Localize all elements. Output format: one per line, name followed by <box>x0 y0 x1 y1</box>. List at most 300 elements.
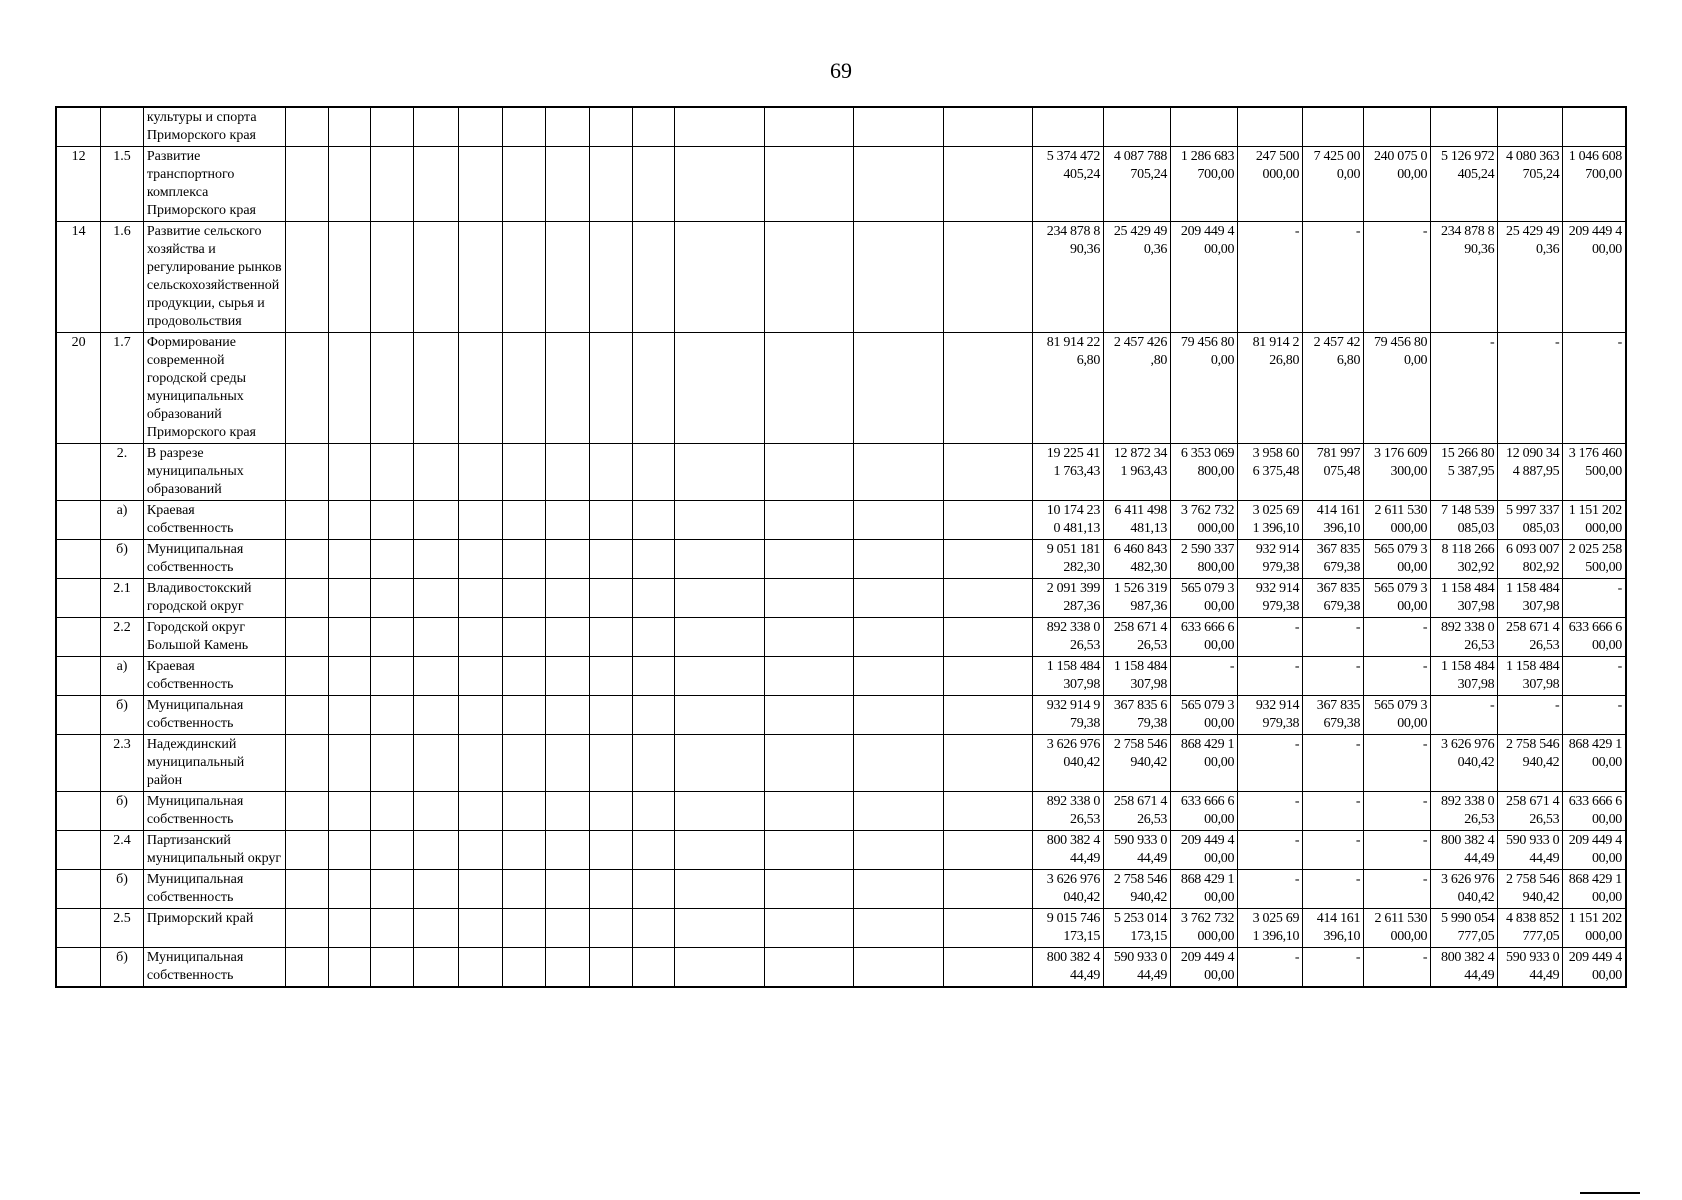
empty-cell <box>632 501 675 540</box>
empty-cell <box>371 792 414 831</box>
empty-cell <box>546 222 590 333</box>
empty-cell <box>943 870 1032 909</box>
amount-cell <box>1104 107 1171 147</box>
amount-cell: 2 611 530 000,00 <box>1364 909 1431 948</box>
empty-cell <box>286 147 329 222</box>
amount-cell: 2 758 546 940,42 <box>1498 735 1563 792</box>
amount-cell: 932 914 979,38 <box>1238 696 1303 735</box>
empty-cell <box>632 540 675 579</box>
amount-cell: - <box>1238 948 1303 988</box>
empty-cell <box>546 444 590 501</box>
empty-cell <box>943 579 1032 618</box>
empty-cell <box>414 696 459 735</box>
empty-cell <box>546 579 590 618</box>
empty-cell <box>502 444 546 501</box>
amount-cell: - <box>1364 657 1431 696</box>
empty-cell <box>632 444 675 501</box>
table-row <box>56 948 1626 988</box>
amount-cell: 4 087 788 705,24 <box>1104 147 1171 222</box>
empty-cell <box>502 792 546 831</box>
empty-cell <box>458 333 502 444</box>
empty-cell <box>502 618 546 657</box>
amount-cell: - <box>1563 579 1626 618</box>
amount-cell: 2 758 546 940,42 <box>1104 870 1171 909</box>
empty-cell <box>328 618 371 657</box>
empty-cell <box>286 540 329 579</box>
amount-cell: 892 338 0 26,53 <box>1431 618 1498 657</box>
amount-cell: 25 429 49 0,36 <box>1498 222 1563 333</box>
empty-cell <box>371 909 414 948</box>
amount-cell: 2 457 426 ,80 <box>1104 333 1171 444</box>
amount-cell: 209 449 4 00,00 <box>1171 831 1238 870</box>
row-code-cell: б) <box>101 870 144 909</box>
empty-cell <box>371 618 414 657</box>
amount-cell: 590 933 0 44,49 <box>1498 831 1563 870</box>
amount-cell: 565 079 3 00,00 <box>1364 540 1431 579</box>
table-row <box>56 333 1626 444</box>
empty-cell <box>546 147 590 222</box>
empty-cell <box>371 540 414 579</box>
empty-cell <box>414 831 459 870</box>
empty-cell <box>286 333 329 444</box>
row-code-cell: б) <box>101 948 144 988</box>
row-code-cell: 2.2 <box>101 618 144 657</box>
empty-cell <box>546 696 590 735</box>
amount-cell: 240 075 0 00,00 <box>1364 147 1431 222</box>
empty-cell <box>943 222 1032 333</box>
amount-cell: 209 449 4 00,00 <box>1563 831 1626 870</box>
amount-cell: 25 429 49 0,36 <box>1104 222 1171 333</box>
row-number-cell: 14 <box>56 222 101 333</box>
empty-cell <box>328 444 371 501</box>
empty-cell <box>546 870 590 909</box>
empty-cell <box>502 540 546 579</box>
empty-cell <box>502 579 546 618</box>
amount-cell: 258 671 4 26,53 <box>1498 618 1563 657</box>
amount-cell: - <box>1303 870 1364 909</box>
empty-cell <box>589 792 632 831</box>
empty-cell <box>371 222 414 333</box>
amount-cell: 367 835 6 79,38 <box>1104 696 1171 735</box>
amount-cell: 81 914 2 26,80 <box>1238 333 1303 444</box>
empty-cell <box>764 831 853 870</box>
row-name-cell: Краевая собственность <box>143 657 285 696</box>
empty-cell <box>328 696 371 735</box>
empty-cell <box>854 107 943 147</box>
empty-cell <box>632 792 675 831</box>
empty-cell <box>764 618 853 657</box>
amount-cell: 6 353 069 800,00 <box>1171 444 1238 501</box>
amount-cell: - <box>1563 333 1626 444</box>
table-row <box>56 792 1626 831</box>
amount-cell: 1 151 202 000,00 <box>1563 909 1626 948</box>
amount-cell: - <box>1171 657 1238 696</box>
amount-cell: 633 666 6 00,00 <box>1171 792 1238 831</box>
empty-cell <box>764 501 853 540</box>
amount-cell: 2 611 530 000,00 <box>1364 501 1431 540</box>
empty-cell <box>854 870 943 909</box>
empty-cell <box>675 333 764 444</box>
empty-cell <box>328 501 371 540</box>
empty-cell <box>589 870 632 909</box>
amount-cell: 633 666 6 00,00 <box>1171 618 1238 657</box>
empty-cell <box>286 618 329 657</box>
row-number-cell <box>56 444 101 501</box>
empty-cell <box>854 696 943 735</box>
row-name-cell: Развитие транспортного комплекса Приморского края <box>143 147 285 222</box>
amount-cell: 892 338 0 26,53 <box>1431 792 1498 831</box>
amount-cell: 892 338 0 26,53 <box>1032 618 1103 657</box>
empty-cell <box>458 147 502 222</box>
empty-cell <box>943 735 1032 792</box>
amount-cell: 2 457 42 6,80 <box>1303 333 1364 444</box>
row-name-cell: Развитие сельского хозяйства и регулирование рынков сельскохозяйственной продукции, сырья и продовольствия <box>143 222 285 333</box>
amount-cell: - <box>1238 657 1303 696</box>
amount-cell: 800 382 4 44,49 <box>1431 948 1498 988</box>
row-name-cell: Надеждинский муниципальный район <box>143 735 285 792</box>
amount-cell: - <box>1431 333 1498 444</box>
empty-cell <box>764 540 853 579</box>
row-code-cell: б) <box>101 792 144 831</box>
amount-cell: 5 997 337 085,03 <box>1498 501 1563 540</box>
empty-cell <box>546 735 590 792</box>
amount-cell: 234 878 8 90,36 <box>1431 222 1498 333</box>
empty-cell <box>675 501 764 540</box>
empty-cell <box>943 333 1032 444</box>
empty-cell <box>502 696 546 735</box>
empty-cell <box>943 831 1032 870</box>
empty-cell <box>854 792 943 831</box>
page-number: 69 <box>830 58 852 83</box>
row-number-cell <box>56 909 101 948</box>
empty-cell <box>328 909 371 948</box>
row-number-cell: 12 <box>56 147 101 222</box>
empty-cell <box>286 909 329 948</box>
amount-cell <box>1563 107 1626 147</box>
empty-cell <box>632 579 675 618</box>
empty-cell <box>371 831 414 870</box>
table-row <box>56 444 1626 501</box>
empty-cell <box>632 909 675 948</box>
amount-cell: - <box>1238 618 1303 657</box>
amount-cell: - <box>1563 657 1626 696</box>
amount-cell: 5 126 972 405,24 <box>1431 147 1498 222</box>
amount-cell: 1 158 484 307,98 <box>1431 579 1498 618</box>
empty-cell <box>502 831 546 870</box>
empty-cell <box>458 948 502 988</box>
amount-cell: 414 161 396,10 <box>1303 501 1364 540</box>
empty-cell <box>371 107 414 147</box>
amount-cell: 590 933 0 44,49 <box>1498 948 1563 988</box>
empty-cell <box>675 792 764 831</box>
amount-cell: 7 425 00 0,00 <box>1303 147 1364 222</box>
amount-cell: 258 671 4 26,53 <box>1498 792 1563 831</box>
empty-cell <box>632 222 675 333</box>
amount-cell <box>1171 107 1238 147</box>
amount-cell: 1 286 683 700,00 <box>1171 147 1238 222</box>
empty-cell <box>458 909 502 948</box>
empty-cell <box>328 107 371 147</box>
empty-cell <box>458 540 502 579</box>
amount-cell: 79 456 80 0,00 <box>1364 333 1431 444</box>
empty-cell <box>764 333 853 444</box>
empty-cell <box>286 696 329 735</box>
amount-cell: 565 079 3 00,00 <box>1364 696 1431 735</box>
table-row <box>56 831 1626 870</box>
row-number-cell <box>56 948 101 988</box>
row-number-cell <box>56 579 101 618</box>
empty-cell <box>458 792 502 831</box>
amount-cell: 1 158 484 307,98 <box>1104 657 1171 696</box>
empty-cell <box>458 501 502 540</box>
amount-cell: 868 429 1 00,00 <box>1563 735 1626 792</box>
amount-cell: 3 025 69 1 396,10 <box>1238 501 1303 540</box>
row-number-cell <box>56 735 101 792</box>
empty-cell <box>943 909 1032 948</box>
empty-cell <box>414 618 459 657</box>
amount-cell: 3 626 976 040,42 <box>1032 735 1103 792</box>
amount-cell: - <box>1563 696 1626 735</box>
amount-cell <box>1303 107 1364 147</box>
empty-cell <box>589 948 632 988</box>
empty-cell <box>328 579 371 618</box>
row-name-cell: Приморский край <box>143 909 285 948</box>
empty-cell <box>546 831 590 870</box>
amount-cell: 209 449 4 00,00 <box>1563 222 1626 333</box>
empty-cell <box>414 735 459 792</box>
empty-cell <box>371 333 414 444</box>
empty-cell <box>546 909 590 948</box>
empty-cell <box>632 870 675 909</box>
empty-cell <box>854 735 943 792</box>
amount-cell: 6 460 843 482,30 <box>1104 540 1171 579</box>
budget-table <box>55 106 1627 988</box>
empty-cell <box>458 579 502 618</box>
empty-cell <box>414 909 459 948</box>
empty-cell <box>943 948 1032 988</box>
footer-rule <box>1580 1192 1640 1194</box>
row-number-cell <box>56 696 101 735</box>
amount-cell: - <box>1364 948 1431 988</box>
empty-cell <box>854 579 943 618</box>
amount-cell: 800 382 4 44,49 <box>1032 948 1103 988</box>
amount-cell: 5 374 472 405,24 <box>1032 147 1103 222</box>
empty-cell <box>546 618 590 657</box>
row-code-cell: 1.7 <box>101 333 144 444</box>
empty-cell <box>414 948 459 988</box>
amount-cell: - <box>1238 222 1303 333</box>
amount-cell: 781 997 075,48 <box>1303 444 1364 501</box>
amount-cell: 1 158 484 307,98 <box>1032 657 1103 696</box>
amount-cell: 8 118 266 302,92 <box>1431 540 1498 579</box>
amount-cell: 9 051 181 282,30 <box>1032 540 1103 579</box>
amount-cell: - <box>1364 870 1431 909</box>
empty-cell <box>371 444 414 501</box>
empty-cell <box>764 444 853 501</box>
empty-cell <box>943 501 1032 540</box>
row-number-cell: 20 <box>56 333 101 444</box>
empty-cell <box>502 501 546 540</box>
amount-cell: 9 015 746 173,15 <box>1032 909 1103 948</box>
amount-cell: 565 079 3 00,00 <box>1364 579 1431 618</box>
empty-cell <box>675 735 764 792</box>
empty-cell <box>414 870 459 909</box>
amount-cell: 209 449 4 00,00 <box>1171 948 1238 988</box>
empty-cell <box>943 444 1032 501</box>
empty-cell <box>458 222 502 333</box>
empty-cell <box>546 333 590 444</box>
amount-cell: 15 266 80 5 387,95 <box>1431 444 1498 501</box>
empty-cell <box>414 444 459 501</box>
amount-cell: 367 835 679,38 <box>1303 579 1364 618</box>
empty-cell <box>546 657 590 696</box>
amount-cell: 1 158 484 307,98 <box>1431 657 1498 696</box>
empty-cell <box>371 501 414 540</box>
amount-cell: 1 158 484 307,98 <box>1498 579 1563 618</box>
amount-cell: 12 872 34 1 963,43 <box>1104 444 1171 501</box>
row-number-cell <box>56 540 101 579</box>
empty-cell <box>675 657 764 696</box>
row-name-cell: Краевая собственность <box>143 501 285 540</box>
amount-cell <box>1032 107 1103 147</box>
amount-cell: 3 626 976 040,42 <box>1431 735 1498 792</box>
amount-cell: - <box>1303 948 1364 988</box>
empty-cell <box>589 618 632 657</box>
empty-cell <box>328 948 371 988</box>
empty-cell <box>286 107 329 147</box>
row-number-cell <box>56 657 101 696</box>
amount-cell: 1 526 319 987,36 <box>1104 579 1171 618</box>
empty-cell <box>589 735 632 792</box>
empty-cell <box>502 657 546 696</box>
empty-cell <box>764 107 853 147</box>
row-number-cell <box>56 831 101 870</box>
amount-cell: 590 933 0 44,49 <box>1104 831 1171 870</box>
empty-cell <box>371 657 414 696</box>
empty-cell <box>675 107 764 147</box>
amount-cell: 258 671 4 26,53 <box>1104 618 1171 657</box>
row-name-cell: В разрезе муниципальных образований <box>143 444 285 501</box>
row-name-cell: культуры и спорта Приморского края <box>143 107 285 147</box>
empty-cell <box>589 444 632 501</box>
row-code-cell: 1.6 <box>101 222 144 333</box>
amount-cell: 633 666 6 00,00 <box>1563 618 1626 657</box>
table-row <box>56 579 1626 618</box>
empty-cell <box>328 222 371 333</box>
empty-cell <box>854 333 943 444</box>
empty-cell <box>328 147 371 222</box>
empty-cell <box>458 107 502 147</box>
row-number-cell <box>56 792 101 831</box>
empty-cell <box>414 147 459 222</box>
amount-cell: - <box>1364 831 1431 870</box>
empty-cell <box>632 333 675 444</box>
row-code-cell: 1.5 <box>101 147 144 222</box>
empty-cell <box>943 147 1032 222</box>
empty-cell <box>502 333 546 444</box>
amount-cell: 3 626 976 040,42 <box>1431 870 1498 909</box>
empty-cell <box>943 540 1032 579</box>
empty-cell <box>854 444 943 501</box>
row-code-cell: 2.3 <box>101 735 144 792</box>
empty-cell <box>546 540 590 579</box>
empty-cell <box>675 222 764 333</box>
empty-cell <box>502 222 546 333</box>
empty-cell <box>328 657 371 696</box>
row-name-cell: Муниципальная собственность <box>143 696 285 735</box>
empty-cell <box>943 657 1032 696</box>
amount-cell: 209 449 4 00,00 <box>1171 222 1238 333</box>
empty-cell <box>632 657 675 696</box>
empty-cell <box>414 657 459 696</box>
amount-cell: 1 151 202 000,00 <box>1563 501 1626 540</box>
amount-cell: 932 914 979,38 <box>1238 579 1303 618</box>
empty-cell <box>632 696 675 735</box>
amount-cell: 367 835 679,38 <box>1303 696 1364 735</box>
empty-cell <box>764 222 853 333</box>
empty-cell <box>764 696 853 735</box>
amount-cell: 3 958 60 6 375,48 <box>1238 444 1303 501</box>
table-row <box>56 735 1626 792</box>
empty-cell <box>414 107 459 147</box>
empty-cell <box>589 909 632 948</box>
empty-cell <box>589 657 632 696</box>
empty-cell <box>589 831 632 870</box>
amount-cell: - <box>1364 618 1431 657</box>
amount-cell: - <box>1303 735 1364 792</box>
empty-cell <box>502 735 546 792</box>
amount-cell: 2 758 546 940,42 <box>1498 870 1563 909</box>
empty-cell <box>675 831 764 870</box>
empty-cell <box>675 579 764 618</box>
amount-cell: 2 025 258 500,00 <box>1563 540 1626 579</box>
amount-cell: 2 590 337 800,00 <box>1171 540 1238 579</box>
empty-cell <box>371 147 414 222</box>
amount-cell: 3 762 732 000,00 <box>1171 909 1238 948</box>
amount-cell: 3 762 732 000,00 <box>1171 501 1238 540</box>
row-number-cell <box>56 501 101 540</box>
table-row <box>56 222 1626 333</box>
amount-cell: 209 449 4 00,00 <box>1563 948 1626 988</box>
table-row <box>56 618 1626 657</box>
amount-cell: - <box>1238 870 1303 909</box>
empty-cell <box>675 540 764 579</box>
empty-cell <box>414 222 459 333</box>
empty-cell <box>502 107 546 147</box>
empty-cell <box>458 831 502 870</box>
table-body <box>56 107 1626 987</box>
amount-cell: 1 046 608 700,00 <box>1563 147 1626 222</box>
amount-cell: - <box>1303 792 1364 831</box>
empty-cell <box>458 696 502 735</box>
empty-cell <box>414 333 459 444</box>
amount-cell <box>1238 107 1303 147</box>
table-row <box>56 107 1626 147</box>
amount-cell: 868 429 1 00,00 <box>1171 870 1238 909</box>
empty-cell <box>286 831 329 870</box>
row-code-cell: а) <box>101 657 144 696</box>
empty-cell <box>854 222 943 333</box>
amount-cell: 7 148 539 085,03 <box>1431 501 1498 540</box>
row-name-cell: Муниципальная собственность <box>143 948 285 988</box>
empty-cell <box>328 831 371 870</box>
amount-cell: 367 835 679,38 <box>1303 540 1364 579</box>
amount-cell: - <box>1498 696 1563 735</box>
amount-cell: - <box>1364 735 1431 792</box>
empty-cell <box>286 948 329 988</box>
empty-cell <box>589 333 632 444</box>
amount-cell: 3 176 609 300,00 <box>1364 444 1431 501</box>
